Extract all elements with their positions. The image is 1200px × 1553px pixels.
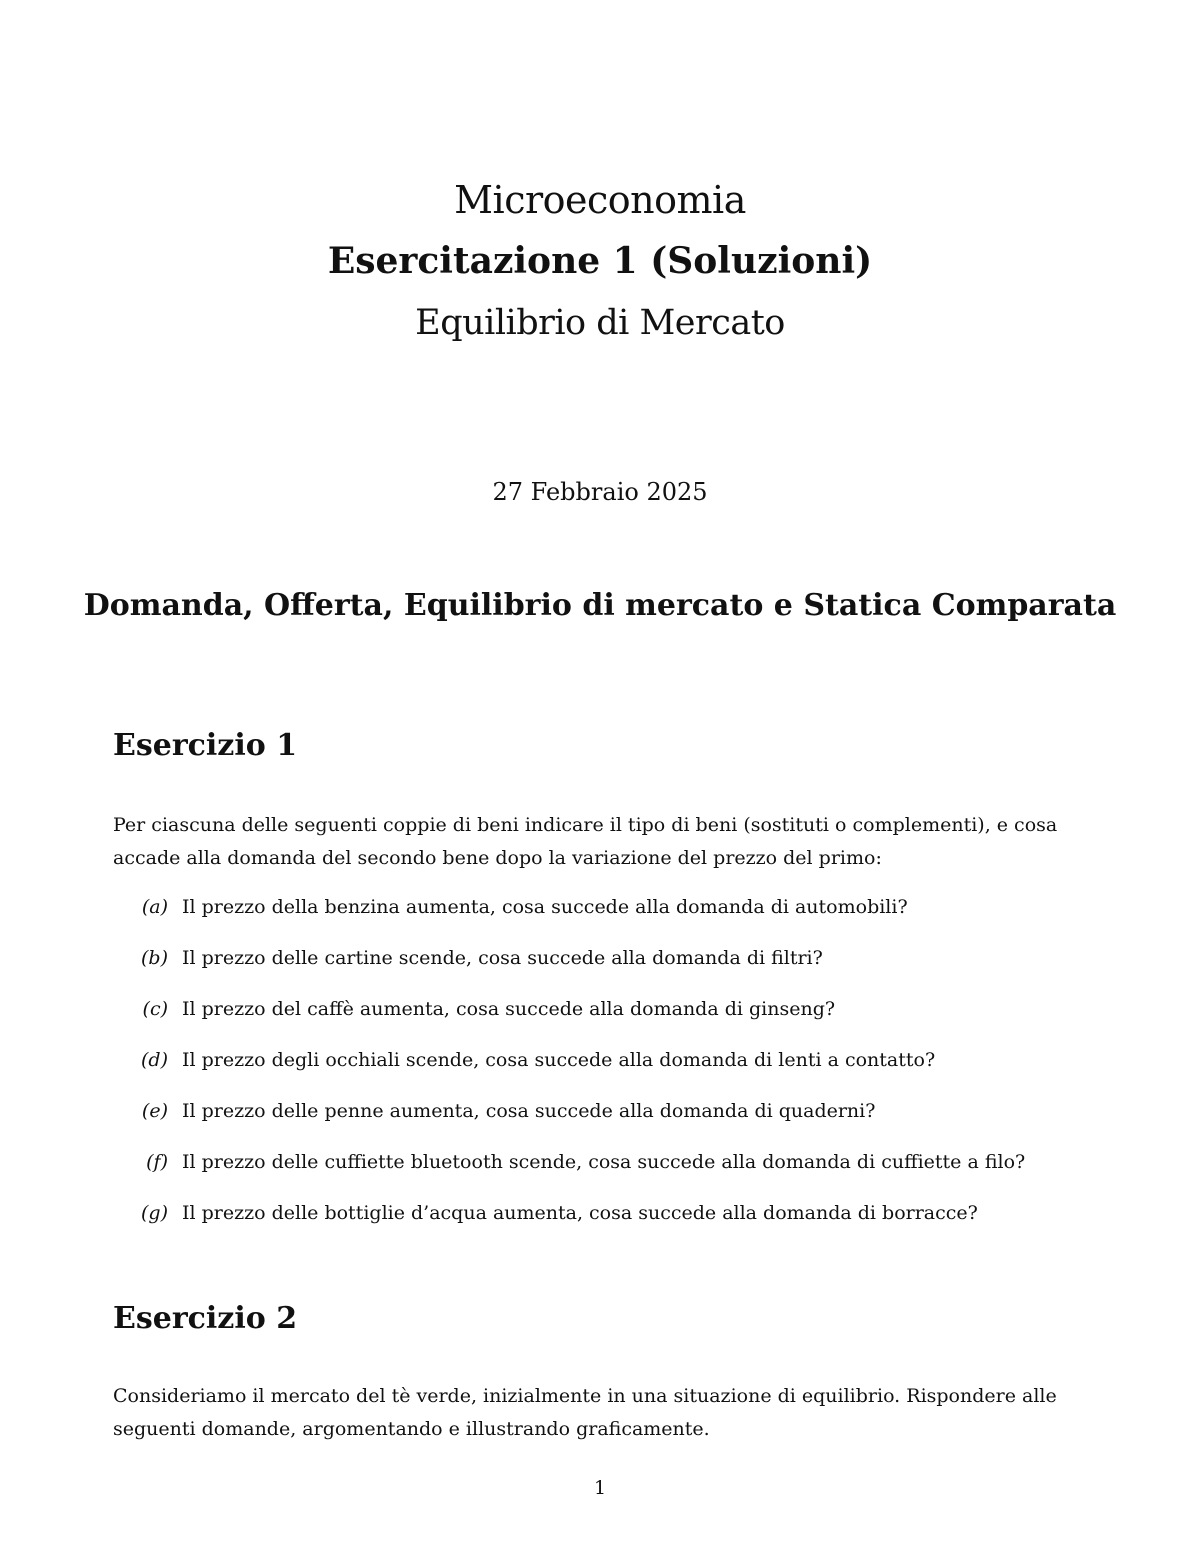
list-item-label: (g) [141, 1202, 168, 1224]
list-item-text: Il prezzo degli occhiali scende, cosa succede alla domanda di lenti a contatto? [182, 1049, 936, 1071]
exercise-2-intro: Consideriamo il mercato del tè verde, inizialmente in una situazione di equilibrio. Rispondere alle seguenti domande, argomentando e illustrando graficamente. [113, 1385, 1057, 1440]
document-subtitle: Equilibrio di Mercato [415, 303, 785, 343]
exercise-1-intro: Per ciascuna delle seguenti coppie di beni indicare il tipo di beni (sostituti o complementi), e cosa accade alla domanda del secondo bene dopo la variazione del prezzo del primo: [113, 814, 1058, 869]
list-item [113, 1151, 1025, 1202]
list-item-text: Il prezzo del caffè aumenta, cosa succede alla domanda di ginseng? [182, 998, 836, 1020]
list-item [113, 1100, 1025, 1151]
exercise-1-heading: Esercizio 1 [113, 728, 298, 763]
list-item [113, 947, 1025, 998]
list-item [113, 1049, 1025, 1100]
list-item-text: Il prezzo delle cuffiette bluetooth scende, cosa succede alla domanda di cuffiette a filo? [182, 1151, 1026, 1173]
list-item-text: Il prezzo della benzina aumenta, cosa succede alla domanda di automobili? [182, 896, 908, 918]
course-name: Microeconomia [454, 178, 746, 222]
list-item-label: (d) [141, 1049, 168, 1071]
list-item-text: Il prezzo delle bottiglie d’acqua aumenta, cosa succede alla domanda di borracce? [182, 1202, 978, 1224]
exercise-1-list [113, 896, 1025, 1253]
document-date: 27 Febbraio 2025 [492, 478, 708, 506]
exercise-2-heading: Esercizio 2 [113, 1301, 298, 1336]
list-item-label: (b) [141, 947, 168, 969]
list-item-label: (a) [141, 896, 168, 918]
list-item-text: Il prezzo delle penne aumenta, cosa succede alla domanda di quaderni? [182, 1100, 876, 1122]
list-item-text: Il prezzo delle cartine scende, cosa succede alla domanda di filtri? [182, 947, 823, 969]
list-item [113, 1202, 1025, 1253]
section-title: Domanda, Offerta, Equilibrio di mercato e Statica Comparata [83, 588, 1117, 623]
page-number: 1 [593, 1477, 607, 1499]
list-item-label: (c) [142, 998, 168, 1020]
list-item [113, 998, 1025, 1049]
list-item [113, 896, 1025, 947]
list-item-label: (e) [141, 1100, 168, 1122]
list-item-label: (f) [146, 1151, 168, 1173]
document-title: Esercitazione 1 (Soluzioni) [327, 240, 873, 282]
